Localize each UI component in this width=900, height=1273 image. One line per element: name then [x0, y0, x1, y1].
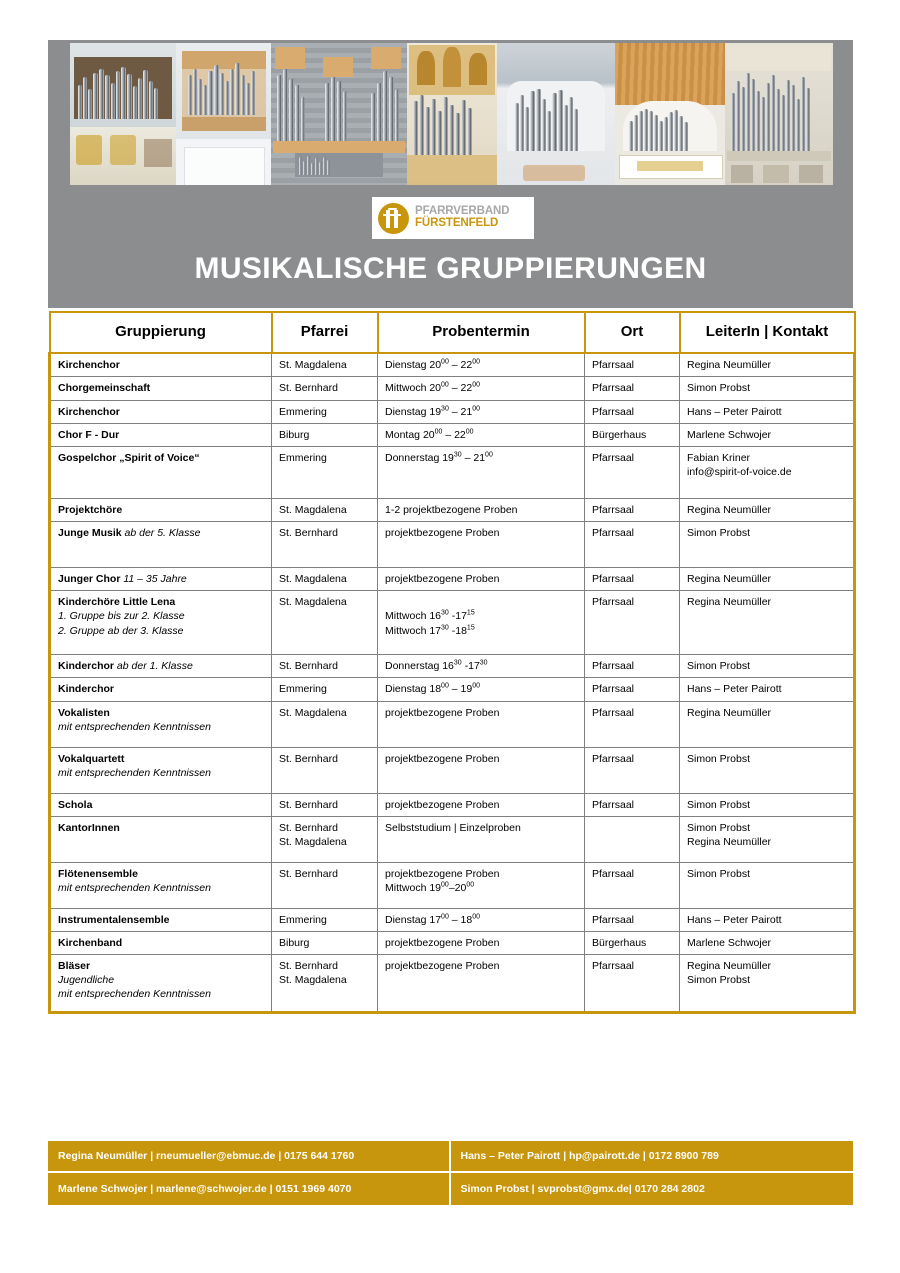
ort-line: Pfarrsaal	[592, 798, 635, 811]
cell-ort	[585, 423, 680, 446]
time-minutes: 00	[472, 682, 480, 690]
cell-gruppierung	[50, 400, 272, 423]
table-head	[50, 312, 855, 353]
time-minutes: 00	[466, 881, 475, 889]
group-note-line: 2. Gruppe ab der 3. Klasse	[58, 624, 184, 637]
probentermin-line: Dienstag $20^{00} - 22^{00}$	[385, 358, 480, 372]
cell-gruppierung	[50, 655, 272, 678]
pfarrei-line: Biburg	[279, 428, 310, 441]
pfarrei-line: St. Magdalena	[279, 359, 347, 372]
cell-leiter	[680, 955, 855, 1013]
group-name: Bläser	[58, 960, 91, 973]
time-minutes: 15	[466, 624, 475, 632]
pfarrei-line: St. Magdalena	[279, 596, 347, 609]
probentermin-line: Dienstag $17^{00} - 18^{00}$	[385, 913, 480, 926]
ort-line: Pfarrsaal	[592, 596, 635, 609]
probentermin-spacer	[385, 595, 577, 609]
probentermin-line: Donnerstag $19^{30} - 21^{00}$	[385, 451, 493, 464]
cell-pfarrei	[272, 353, 378, 377]
cell-leiter	[680, 931, 855, 954]
cell-leiter	[680, 446, 855, 498]
table-row	[50, 655, 855, 678]
cell-ort	[585, 908, 680, 931]
time-minutes: 30	[441, 405, 449, 413]
leiter-line: Simon Probst	[687, 798, 751, 811]
ort-line: Pfarrsaal	[592, 960, 635, 973]
cell-probentermin	[378, 816, 585, 862]
leiter-line: Regina Neumüller	[687, 706, 772, 719]
cell-ort	[585, 678, 680, 701]
cell-pfarrei	[272, 816, 378, 862]
cell-probentermin	[378, 400, 585, 423]
group-name: Instrumentalensemble	[58, 913, 170, 926]
group-note-line: 1. Gruppe bis zur 2. Klasse	[58, 610, 185, 623]
col-header-leiter: LeiterIn | Kontakt	[680, 312, 855, 353]
pfarrei-line: St. Bernhard	[279, 798, 338, 811]
cell-pfarrei	[272, 568, 378, 591]
cell-probentermin	[378, 701, 585, 747]
ort-line: Pfarrsaal	[592, 359, 635, 372]
probentermin-line: Mittwoch $19^{00}-20^{00}$	[385, 881, 475, 894]
table-row	[50, 353, 855, 377]
table-row	[50, 423, 855, 446]
cell-ort	[585, 655, 680, 678]
leiter-line: Hans – Peter Pairott	[687, 913, 782, 926]
ort-line: Pfarrsaal	[592, 527, 635, 540]
cell-leiter	[680, 353, 855, 377]
ff-emblem-icon	[378, 203, 409, 234]
group-note-line: mit entsprechenden Kenntnissen	[58, 881, 211, 894]
cell-leiter	[680, 862, 855, 908]
cell-ort	[585, 353, 680, 377]
organ-photo-4	[407, 43, 497, 185]
leiter-line: Regina Neumüller	[687, 835, 772, 848]
table-row	[50, 568, 855, 591]
organ-photo-strip	[70, 43, 833, 185]
cell-pfarrei	[272, 678, 378, 701]
ort-line: Pfarrsaal	[592, 573, 635, 586]
groups-table-wrap	[48, 311, 853, 1014]
time-minutes: 00	[485, 451, 493, 459]
cell-probentermin	[378, 931, 585, 954]
ort-line: Bürgerhaus	[592, 936, 647, 949]
leiter-line: info@spirit-of-voice.de	[687, 466, 792, 479]
cell-ort	[585, 377, 680, 400]
ort-line: Pfarrsaal	[592, 451, 635, 464]
probentermin-line: Dienstag $18^{00} - 19^{00}$	[385, 682, 480, 696]
cell-probentermin	[378, 793, 585, 816]
cell-gruppierung	[50, 816, 272, 862]
cell-pfarrei	[272, 591, 378, 655]
leiter-line: Simon Probst	[687, 974, 751, 987]
pfarrei-line: St. Magdalena	[279, 503, 347, 516]
cell-gruppierung	[50, 678, 272, 701]
cell-pfarrei	[272, 655, 378, 678]
cell-gruppierung	[50, 908, 272, 931]
table-row	[50, 498, 855, 521]
leiter-line: Simon Probst	[687, 752, 751, 765]
cell-pfarrei	[272, 955, 378, 1013]
cell-probentermin	[378, 955, 585, 1013]
organ-photo-6	[615, 43, 725, 185]
cell-pfarrei	[272, 908, 378, 931]
pfarrei-line: St. Bernhard	[279, 752, 338, 765]
cell-ort	[585, 793, 680, 816]
cell-probentermin	[378, 747, 585, 793]
cell-leiter	[680, 400, 855, 423]
probentermin-line: Montag $20^{00} - 22^{00}$	[385, 428, 474, 441]
probentermin-line: Mittwoch $20^{00} - 22^{00}$	[385, 381, 480, 395]
time-minutes: 00	[441, 682, 449, 690]
ort-line: Pfarrsaal	[592, 405, 635, 418]
cell-leiter	[680, 423, 855, 446]
group-note-line: mit entsprechenden Kenntnissen	[58, 766, 211, 779]
time-minutes: 00	[441, 881, 449, 889]
leiter-line: Simon Probst	[687, 867, 751, 880]
cell-probentermin	[378, 908, 585, 931]
col-header-ort: Ort	[585, 312, 680, 353]
group-name: Kinderchor	[58, 660, 115, 673]
group-name: Vokalquartett	[58, 752, 125, 765]
pfarrei-line: St. Magdalena	[279, 706, 347, 719]
cell-gruppierung	[50, 522, 272, 568]
probentermin-line: projektbezogene Proben	[385, 936, 500, 949]
cell-probentermin	[378, 862, 585, 908]
time-minutes: 30	[441, 609, 449, 617]
ort-line: Bürgerhaus	[592, 428, 647, 441]
cell-probentermin	[378, 568, 585, 591]
table-row	[50, 931, 855, 954]
cell-leiter	[680, 568, 855, 591]
probentermin-line: Mittwoch $16^{30}$ $-17^{15}$	[385, 609, 475, 623]
pfarrei-line: Emmering	[279, 451, 327, 464]
groups-table	[48, 311, 856, 1014]
contact-hans-peter-pairott[interactable]: Hans – Peter Pairott | hp@pairott.de | 0172 8900 789	[451, 1141, 854, 1173]
cell-ort	[585, 931, 680, 954]
pfarrei-line: St. Bernhard	[279, 821, 338, 834]
cell-pfarrei	[272, 522, 378, 568]
ort-line: Pfarrsaal	[592, 382, 635, 395]
cell-gruppierung	[50, 701, 272, 747]
pfarrei-line: Emmering	[279, 913, 327, 926]
pfarrei-line: Biburg	[279, 936, 310, 949]
cell-pfarrei	[272, 446, 378, 498]
organ-photo-5	[497, 43, 615, 185]
group-note: 11 – 35 Jahre	[120, 573, 187, 586]
table-row	[50, 400, 855, 423]
pfarrei-line: St. Bernhard	[279, 960, 338, 973]
group-name: Kirchenchor	[58, 359, 120, 372]
cell-pfarrei	[272, 400, 378, 423]
table-row	[50, 862, 855, 908]
leiter-line: Regina Neumüller	[687, 503, 772, 516]
logo-wordmark	[415, 206, 509, 229]
cell-gruppierung	[50, 862, 272, 908]
probentermin-line: Mittwoch $17^{30}$ $-18^{15}$	[385, 624, 475, 637]
leiter-line: Regina Neumüller	[687, 573, 772, 586]
cell-ort	[585, 498, 680, 521]
cell-gruppierung	[50, 591, 272, 655]
time-minutes: 00	[472, 913, 480, 921]
cell-leiter	[680, 655, 855, 678]
table-row	[50, 522, 855, 568]
probentermin-line: Donnerstag $16^{30}$ $-17^{30}$	[385, 659, 488, 673]
cell-ort	[585, 446, 680, 498]
leiter-line: Simon Probst	[687, 660, 751, 673]
cell-leiter	[680, 908, 855, 931]
cell-ort	[585, 701, 680, 747]
cell-probentermin	[378, 353, 585, 377]
cell-probentermin	[378, 423, 585, 446]
cell-leiter	[680, 816, 855, 862]
group-name: KantorInnen	[58, 821, 120, 834]
probentermin-line: Dienstag $19^{30} - 21^{00}$	[385, 405, 480, 418]
pfarrverband-logo	[372, 197, 534, 239]
pfarrei-line: St. Bernhard	[279, 660, 338, 673]
leiter-line: Simon Probst	[687, 527, 751, 540]
probentermin-line: projektbezogene Proben	[385, 573, 500, 586]
ort-line: Pfarrsaal	[592, 706, 635, 719]
leiter-line: Marlene Schwojer	[687, 936, 772, 949]
leiter-line: Fabian Kriner	[687, 451, 751, 464]
group-name: Chor F - Dur	[58, 428, 120, 441]
group-name: Chorgemeinschaft	[58, 382, 151, 395]
group-name: Projektchöre	[58, 503, 123, 516]
cell-leiter	[680, 377, 855, 400]
group-name: Flötenensemble	[58, 867, 138, 880]
table-row	[50, 678, 855, 701]
leiter-line: Hans – Peter Pairott	[687, 405, 782, 418]
cell-ort	[585, 862, 680, 908]
table-header-row	[50, 312, 855, 353]
cell-pfarrei	[272, 498, 378, 521]
time-minutes: 00	[472, 405, 480, 413]
contact-regina-neumueller[interactable]: Regina Neumüller | rneumueller@ebmuc.de | 0175 644 1760	[48, 1141, 451, 1173]
probentermin-line: projektbezogene Proben	[385, 752, 500, 765]
contact-grid	[48, 1141, 853, 1205]
cell-ort	[585, 747, 680, 793]
time-minutes: 00	[441, 913, 449, 921]
group-name: Kirchenchor	[58, 405, 120, 418]
table-body	[50, 353, 855, 1012]
table-row	[50, 591, 855, 655]
cell-gruppierung	[50, 568, 272, 591]
pfarrei-line: St. Bernhard	[279, 867, 338, 880]
cell-probentermin	[378, 522, 585, 568]
contact-footer	[48, 1141, 853, 1205]
cell-ort	[585, 522, 680, 568]
cell-probentermin	[378, 591, 585, 655]
cell-probentermin	[378, 498, 585, 521]
cell-leiter	[680, 747, 855, 793]
cell-leiter	[680, 793, 855, 816]
group-name: Kinderchor	[58, 683, 115, 696]
organ-photo-3	[271, 43, 407, 185]
group-note-line: Jugendliche	[58, 974, 115, 987]
group-name: Kinderchöre Little Lena	[58, 596, 176, 609]
cell-ort	[585, 591, 680, 655]
leiter-line: Simon Probst	[687, 382, 751, 395]
ort-line: Pfarrsaal	[592, 683, 635, 696]
pfarrei-line: Emmering	[279, 405, 327, 418]
cell-gruppierung	[50, 955, 272, 1013]
cell-pfarrei	[272, 423, 378, 446]
header-band	[48, 40, 853, 308]
probentermin-line: Selbststudium | Einzelproben	[385, 821, 521, 834]
pfarrei-line: St. Magdalena	[279, 835, 347, 848]
cell-pfarrei	[272, 377, 378, 400]
cell-probentermin	[378, 446, 585, 498]
cell-gruppierung	[50, 446, 272, 498]
cell-leiter	[680, 522, 855, 568]
leiter-line: Regina Neumüller	[687, 960, 772, 973]
table-row	[50, 747, 855, 793]
group-name: Gospelchor „Spirit of Voice“	[58, 451, 200, 464]
ort-line: Pfarrsaal	[592, 867, 635, 880]
time-minutes: 00	[441, 358, 449, 366]
col-header-gruppierung: Gruppierung	[50, 312, 272, 353]
probentermin-line: projektbezogene Proben	[385, 527, 500, 540]
group-name: Kirchenband	[58, 936, 123, 949]
page-title: MUSIKALISCHE GRUPPIERUNGEN	[194, 252, 707, 285]
cell-leiter	[680, 678, 855, 701]
ort-line: Pfarrsaal	[592, 913, 635, 926]
table-row	[50, 908, 855, 931]
cell-pfarrei	[272, 793, 378, 816]
table-row	[50, 377, 855, 400]
organ-photo-2	[176, 43, 271, 185]
group-note-line: mit entsprechenden Kenntnissen	[58, 720, 211, 733]
time-minutes: 00	[441, 381, 449, 389]
contact-simon-probst[interactable]: Simon Probst | svprobst@gmx.de| 0170 284 2802	[460, 1183, 705, 1195]
pfarrei-line: Emmering	[279, 683, 327, 696]
table-row	[50, 955, 855, 1013]
time-minutes: 00	[472, 381, 480, 389]
time-minutes: 00	[465, 428, 474, 436]
probentermin-line: 1-2 projektbezogene Proben	[385, 503, 518, 516]
cell-gruppierung	[50, 423, 272, 446]
table-row	[50, 701, 855, 747]
group-name: Junger Chor	[58, 573, 121, 586]
cell-pfarrei	[272, 747, 378, 793]
time-minutes: 00	[434, 428, 443, 436]
group-note-line: mit entsprechenden Kenntnissen	[58, 988, 211, 1001]
leiter-line: Simon Probst	[687, 821, 751, 834]
cell-ort	[585, 400, 680, 423]
cell-gruppierung	[50, 793, 272, 816]
group-name: Junge Musik	[58, 527, 122, 540]
pfarrei-line: St. Bernhard	[279, 527, 338, 540]
time-minutes: 30	[453, 659, 462, 667]
time-minutes: 00	[472, 358, 480, 366]
probentermin-line: projektbezogene Proben	[385, 798, 500, 811]
group-note: ab der 1. Klasse	[114, 660, 193, 673]
ort-line: Pfarrsaal	[592, 503, 635, 516]
ort-line: Pfarrsaal	[592, 752, 635, 765]
pfarrei-line: St. Magdalena	[279, 573, 347, 586]
group-name: Schola	[58, 798, 93, 811]
cell-leiter	[680, 498, 855, 521]
cell-pfarrei	[272, 862, 378, 908]
probentermin-line: projektbezogene Proben	[385, 867, 500, 880]
cell-leiter	[680, 591, 855, 655]
pfarrei-line: St. Bernhard	[279, 382, 338, 395]
leiter-line: Regina Neumüller	[687, 359, 772, 372]
ort-line: Pfarrsaal	[592, 660, 635, 673]
cell-pfarrei	[272, 931, 378, 954]
organ-photo-7	[725, 43, 833, 185]
group-name: Vokalisten	[58, 706, 110, 719]
col-header-probentermin: Probentermin	[378, 312, 585, 353]
cell-gruppierung	[50, 931, 272, 954]
time-minutes: 30	[453, 451, 462, 459]
cell-probentermin	[378, 377, 585, 400]
table-row	[50, 816, 855, 862]
logo-line-1: PFARRVERBAND	[415, 205, 510, 218]
organ-photo-1	[70, 43, 176, 185]
col-header-pfarrei: Pfarrei	[272, 312, 378, 353]
table-row	[50, 793, 855, 816]
contact-marlene-schwojer[interactable]: Marlene Schwojer | marlene@schwojer.de | 0151 1969 4070	[48, 1173, 451, 1205]
leiter-line: Hans – Peter Pairott	[687, 683, 782, 696]
logo-line-2: FÜRSTENFELD	[415, 217, 499, 229]
cell-ort	[585, 816, 680, 862]
time-minutes: 15	[466, 609, 475, 617]
probentermin-line: projektbezogene Proben	[385, 960, 500, 973]
cell-pfarrei	[272, 701, 378, 747]
time-minutes: 30	[479, 659, 488, 667]
group-note: ab der 5. Klasse	[121, 527, 201, 540]
probentermin-line: projektbezogene Proben	[385, 706, 500, 719]
leiter-line: Marlene Schwojer	[687, 428, 772, 441]
cell-ort	[585, 568, 680, 591]
pfarrei-line: St. Magdalena	[279, 974, 347, 987]
cell-gruppierung	[50, 747, 272, 793]
cell-gruppierung	[50, 353, 272, 377]
cell-leiter	[680, 701, 855, 747]
time-minutes: 30	[441, 624, 449, 632]
cell-gruppierung	[50, 498, 272, 521]
cell-probentermin	[378, 678, 585, 701]
cell-ort	[585, 955, 680, 1013]
cell-probentermin	[378, 655, 585, 678]
leiter-line: Regina Neumüller	[687, 596, 772, 609]
table-row	[50, 446, 855, 498]
cell-gruppierung	[50, 377, 272, 400]
